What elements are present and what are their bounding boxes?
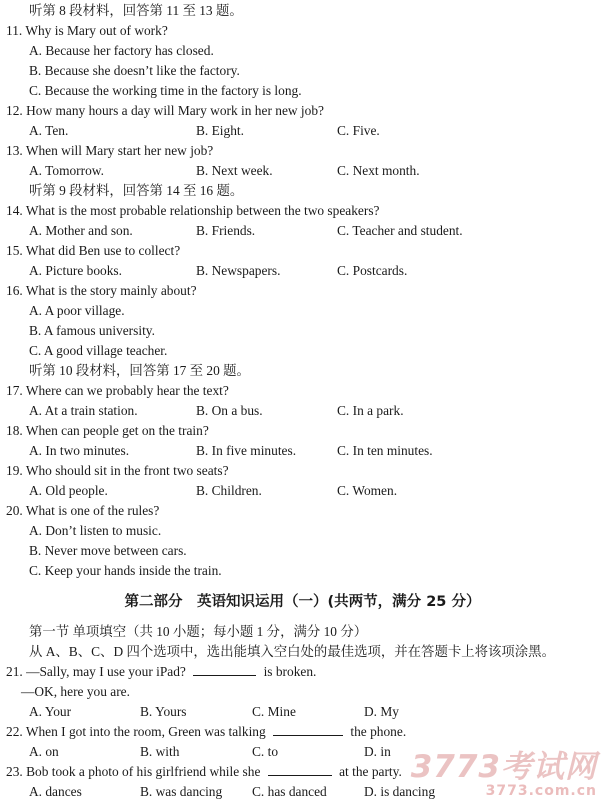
q17-option-b: B. On a bus. (196, 403, 263, 418)
q11-option-a: A. Because her factory has closed. (29, 43, 214, 58)
question-16: 16. What is the story mainly about? (6, 283, 197, 298)
section-10-heading: 听第 10 段材料，回答第 17 至 20 题。 (29, 363, 250, 378)
q17-option-a: A. At a train station. (29, 403, 138, 418)
section-8-heading: 听第 8 段材料，回答第 11 至 13 题。 (29, 3, 243, 18)
part-2-title: 第二部分 英语知识运用（一）(共两节，满分 25 分） (124, 594, 481, 610)
question-23 (6, 762, 402, 782)
q22-option-d: D. in (364, 744, 391, 759)
q23-option-b: B. was dancing (140, 784, 223, 799)
q18-option-c: C. In ten minutes. (337, 443, 433, 458)
answer-blank (268, 763, 332, 776)
question-18: 18. When can people get on the train? (6, 423, 209, 438)
q22-option-b: B. with (140, 744, 180, 759)
q22-option-c: C. to (252, 744, 279, 759)
q18-option-a: A. In two minutes. (29, 443, 130, 458)
question-11: 11. Why is Mary out of work? (6, 23, 168, 38)
q21-stem: 21. —Sally, may I use your iPad? (6, 664, 190, 679)
q11-option-b: B. Because she doesn’t like the factory. (29, 63, 240, 78)
q13-option-a: A. Tomorrow. (29, 163, 104, 178)
q20-option-b: B. Never move between cars. (29, 543, 187, 558)
q11-option-c: C. Because the working time in the factory is long. (29, 83, 302, 98)
q23-stem-end: at the party. (335, 764, 402, 779)
q20-option-c: C. Keep your hands inside the train. (29, 563, 222, 578)
question-21 (6, 662, 316, 682)
q14-option-c: C. Teacher and student. (337, 223, 463, 238)
q15-option-b: B. Newspapers. (196, 263, 281, 278)
q12-option-b: B. Eight. (196, 123, 244, 138)
section-1-heading: 第一节 单项填空（共 10 小题；每小题 1 分，满分 10 分） (29, 624, 368, 639)
question-22 (6, 722, 406, 742)
q17-option-c: C. In a park. (337, 403, 404, 418)
q21-option-d: D. My (364, 704, 399, 719)
q19-option-a: A. Old people. (29, 483, 108, 498)
q21-stem-end: is broken. (260, 664, 317, 679)
watermark-url: 3773.com.cn (485, 783, 597, 799)
q23-stem: 23. Bob took a photo of his girlfriend while she (6, 764, 264, 779)
q12-option-c: C. Five. (337, 123, 380, 138)
q20-option-a: A. Don’t listen to music. (29, 523, 162, 538)
q16-option-c: C. A good village teacher. (29, 343, 168, 358)
q22-stem: 22. When I got into the room, Green was talking (6, 724, 270, 739)
q22-option-a: A. on (29, 744, 59, 759)
q19-option-b: B. Children. (196, 483, 262, 498)
question-20: 20. What is one of the rules? (6, 503, 160, 518)
question-14: 14. What is the most probable relationship between the two speakers? (6, 203, 380, 218)
q15-option-a: A. Picture books. (29, 263, 122, 278)
answer-blank (193, 663, 256, 676)
q13-option-c: C. Next month. (337, 163, 420, 178)
q22-stem-end: the phone. (347, 724, 407, 739)
answer-blank (273, 723, 343, 736)
q21-option-a: A. Your (29, 704, 72, 719)
q14-option-a: A. Mother and son. (29, 223, 133, 238)
q12-option-a: A. Ten. (29, 123, 69, 138)
q21-option-b: B. Yours (140, 704, 187, 719)
q21-reply: —OK, here you are. (21, 684, 130, 699)
q15-option-c: C. Postcards. (337, 263, 408, 278)
q21-option-c: C. Mine (252, 704, 296, 719)
q23-option-c: C. has danced (252, 784, 327, 799)
q23-option-d: D. is dancing (364, 784, 436, 799)
question-13: 13. When will Mary start her new job? (6, 143, 214, 158)
q16-option-a: A. A poor village. (29, 303, 125, 318)
section-9-heading: 听第 9 段材料，回答第 14 至 16 题。 (29, 183, 244, 198)
q16-option-b: B. A famous university. (29, 323, 155, 338)
q13-option-b: B. Next week. (196, 163, 273, 178)
instruction-text: 从 A、B、C、D 四个选项中，选出能填入空白处的最佳选项，并在答题卡上将该项涂黑。 (29, 644, 555, 659)
question-12: 12. How many hours a day will Mary work in her new job? (6, 103, 324, 118)
q14-option-b: B. Friends. (196, 223, 256, 238)
q18-option-b: B. In five minutes. (196, 443, 297, 458)
q19-option-c: C. Women. (337, 483, 398, 498)
watermark-logo: 3773考试网 (410, 749, 597, 785)
question-19: 19. Who should sit in the front two seats? (6, 463, 229, 478)
q23-option-a: A. dances (29, 784, 82, 799)
question-15: 15. What did Ben use to collect? (6, 243, 181, 258)
site-watermark (411, 750, 597, 798)
question-17: 17. Where can we probably hear the text? (6, 383, 229, 398)
